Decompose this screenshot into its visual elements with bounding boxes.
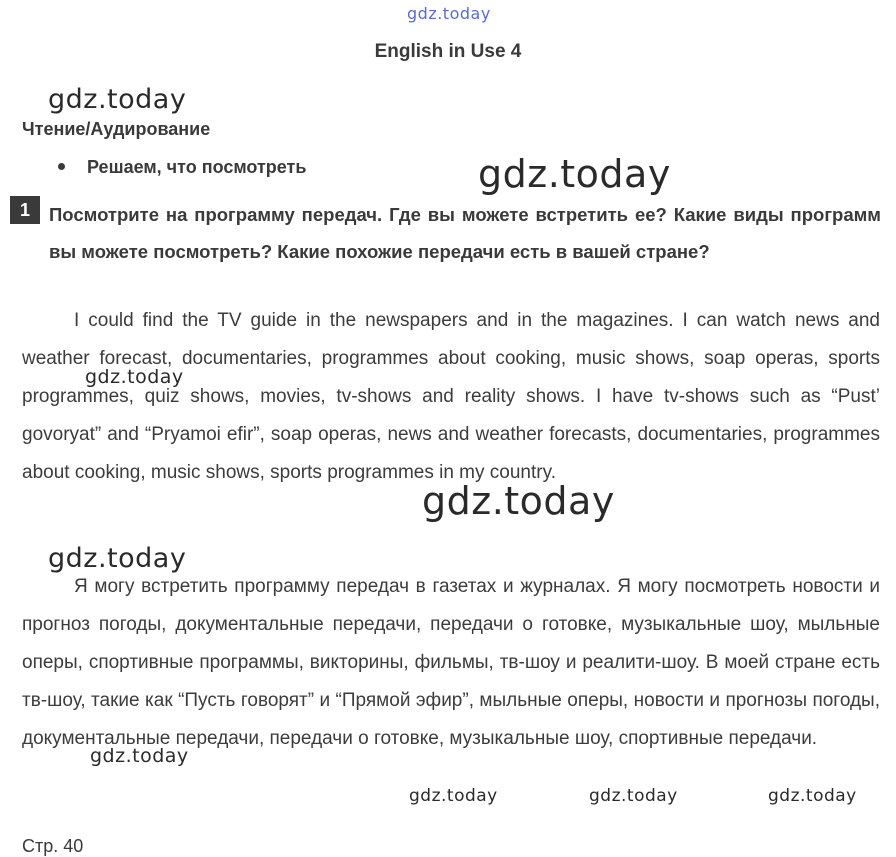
watermark: gdz.today <box>589 786 678 806</box>
answer-russian: Я могу встретить программу передач в газетах и журналах. Я могу посмотреть новости и прогноз погоды, документальные передачи, передачи о готовке, музыкальные шоу, мыльные оперы, спортивные программы, викторины, фильмы, тв-шоу и реалити-шоу. В моей стране есть тв-шоу, такие как “Пусть говорят” и “Прямой эфир”, мыльные оперы, новости и прогнозы погоды, документальные передачи, передачи о готовке, музыкальные шоу, спортивные передачи. <box>22 576 880 749</box>
bullet-item <box>58 157 306 178</box>
watermark: gdz.today <box>478 152 671 196</box>
section-heading: Чтение/Аудирование <box>22 119 211 139</box>
watermark: gdz.today <box>422 479 615 523</box>
page-title: English in Use 4 <box>374 41 522 62</box>
watermark: gdz.today <box>48 84 187 115</box>
watermark: gdz.today <box>409 786 498 806</box>
watermark: gdz.today <box>85 366 184 388</box>
task-text: Посмотрите на программу передач. Где вы можете встретить ее? Какие виды программ вы можете посмотреть? Какие похожие передачи есть в вашей стране? <box>49 204 881 262</box>
page-number: Стр. 40 <box>22 836 84 856</box>
bullet-text: Решаем, что посмотреть <box>87 157 307 177</box>
watermark: gdz.today <box>90 745 189 767</box>
answer-english: I could find the TV guide in the newspapers and in the magazines. I can watch news and weather forecast, documentaries, programmes about cooking, music shows, soap operas, sports programmes, quiz shows, movies, tv-shows and reality shows. I have tv-shows such as “Pust’ govoryat” and “Pryamoi efir”, soap operas, news and weather forecasts, documentaries, programmes about cooking, music shows, sports programmes in my country. <box>22 310 880 483</box>
watermark: gdz.today <box>768 786 857 806</box>
task-number: 1 <box>10 196 40 224</box>
watermark: gdz.today <box>48 543 187 574</box>
bullet-dot-icon <box>58 163 65 170</box>
watermark-top: gdz.today <box>407 4 491 23</box>
